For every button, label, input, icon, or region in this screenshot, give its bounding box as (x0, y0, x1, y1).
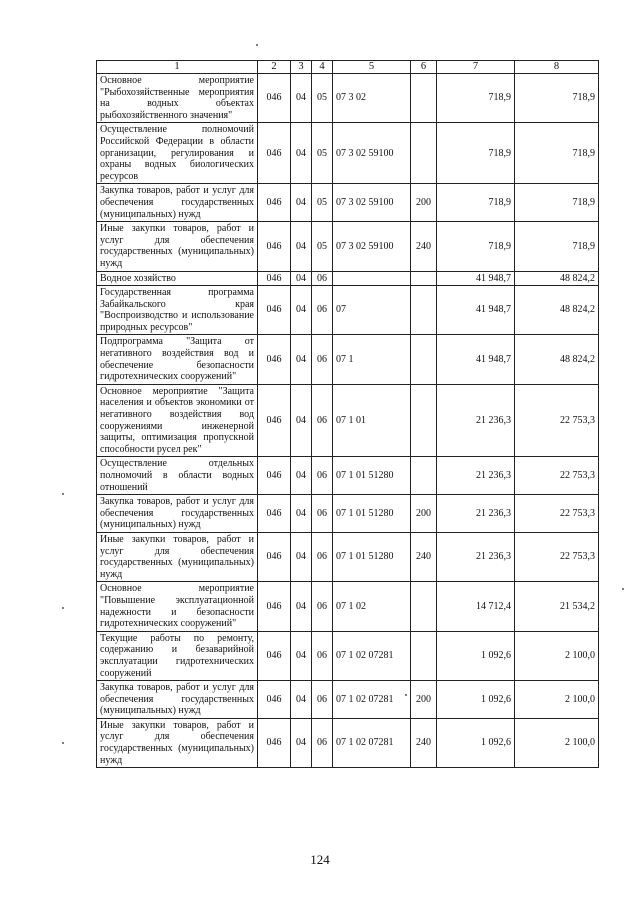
scan-speck (622, 588, 624, 590)
table-row (97, 184, 599, 222)
row-section: 04 (291, 532, 312, 581)
row-amount-year1: 718,9 (437, 123, 515, 184)
table-row (97, 495, 599, 533)
row-ministry-code: 046 (258, 286, 291, 335)
row-section: 04 (291, 631, 312, 680)
row-amount-year2: 2 100,0 (515, 681, 599, 719)
row-amount-year2: 2 100,0 (515, 631, 599, 680)
row-expense-type (411, 286, 437, 335)
row-amount-year2: 22 753,3 (515, 384, 599, 457)
row-ministry-code: 046 (258, 184, 291, 222)
table-body (97, 74, 599, 768)
row-subsection: 06 (312, 335, 333, 384)
row-amount-year1: 14 712,4 (437, 582, 515, 631)
row-name: Закупка товаров, работ и услуг для обеспечения государственных (муниципальных) нужд (97, 681, 258, 719)
row-subsection: 06 (312, 631, 333, 680)
row-amount-year1: 21 236,3 (437, 532, 515, 581)
row-section: 04 (291, 495, 312, 533)
row-subsection: 06 (312, 681, 333, 719)
row-name: Текущие работы по ремонту, содержанию и безаварийной эксплуатации гидротехнических сооружений (97, 631, 258, 680)
row-amount-year2: 21 534,2 (515, 582, 599, 631)
row-name: Осуществление полномочий Российской Федерации в области организации, регулирования и охраны водных биологических ресурсов (97, 123, 258, 184)
row-amount-year2: 48 824,2 (515, 271, 599, 286)
row-section: 04 (291, 582, 312, 631)
row-ministry-code: 046 (258, 495, 291, 533)
row-expense-type (411, 271, 437, 286)
row-name: Осуществление отдельных полномочий в области водных отношений (97, 457, 258, 495)
row-target-article (333, 271, 411, 286)
row-expense-type (411, 74, 437, 123)
row-amount-year1: 41 948,7 (437, 335, 515, 384)
row-expense-type: 240 (411, 532, 437, 581)
table-row (97, 457, 599, 495)
scan-speck (256, 44, 258, 46)
row-expense-type: 200 (411, 184, 437, 222)
row-subsection: 06 (312, 532, 333, 581)
row-section: 04 (291, 184, 312, 222)
row-section: 04 (291, 123, 312, 184)
row-target-article: 07 1 02 07281 (333, 718, 411, 767)
row-amount-year1: 1 092,6 (437, 681, 515, 719)
budget-table (96, 60, 599, 768)
row-ministry-code: 046 (258, 335, 291, 384)
row-target-article: 07 1 02 07281 (333, 681, 411, 719)
header-col-7: 7 (437, 61, 515, 74)
row-section: 04 (291, 457, 312, 495)
row-name: Государственная программа Забайкальского края "Воспроизводство и использование природных ресурсов" (97, 286, 258, 335)
table-row (97, 582, 599, 631)
row-subsection: 06 (312, 457, 333, 495)
row-target-article: 07 3 02 59100 (333, 184, 411, 222)
row-ministry-code: 046 (258, 74, 291, 123)
header-col-6: 6 (411, 61, 437, 74)
row-ministry-code: 046 (258, 123, 291, 184)
row-target-article: 07 1 01 51280 (333, 495, 411, 533)
row-expense-type (411, 123, 437, 184)
header-col-3: 3 (291, 61, 312, 74)
row-expense-type: 240 (411, 718, 437, 767)
row-amount-year1: 21 236,3 (437, 495, 515, 533)
row-expense-type (411, 335, 437, 384)
table-row (97, 74, 599, 123)
row-expense-type: 200 (411, 495, 437, 533)
row-amount-year2: 718,9 (515, 123, 599, 184)
row-section: 04 (291, 718, 312, 767)
row-amount-year1: 41 948,7 (437, 286, 515, 335)
row-expense-type: 200 (411, 681, 437, 719)
row-subsection: 05 (312, 74, 333, 123)
row-amount-year2: 48 824,2 (515, 286, 599, 335)
row-ministry-code: 046 (258, 718, 291, 767)
table-row (97, 123, 599, 184)
row-target-article: 07 1 (333, 335, 411, 384)
row-target-article: 07 1 01 51280 (333, 532, 411, 581)
table-header-row (97, 61, 599, 74)
row-target-article: 07 1 01 (333, 384, 411, 457)
row-target-article: 07 1 01 51280 (333, 457, 411, 495)
row-subsection: 05 (312, 222, 333, 271)
page-number: 124 (310, 852, 330, 867)
row-amount-year1: 21 236,3 (437, 457, 515, 495)
row-target-article: 07 3 02 59100 (333, 222, 411, 271)
row-subsection: 05 (312, 123, 333, 184)
row-section: 04 (291, 286, 312, 335)
row-amount-year2: 22 753,3 (515, 532, 599, 581)
row-name: Основное мероприятие "Рыбохозяйственные мероприятия на водных объектах рыбохозяйственного значения" (97, 74, 258, 123)
table-row (97, 335, 599, 384)
row-ministry-code: 046 (258, 271, 291, 286)
header-col-8: 8 (515, 61, 599, 74)
row-ministry-code: 046 (258, 631, 291, 680)
row-amount-year2: 22 753,3 (515, 457, 599, 495)
table-row (97, 222, 599, 271)
row-ministry-code: 046 (258, 582, 291, 631)
row-amount-year2: 22 753,3 (515, 495, 599, 533)
row-subsection: 06 (312, 271, 333, 286)
row-section: 04 (291, 74, 312, 123)
row-expense-type (411, 384, 437, 457)
row-name: Водное хозяйство (97, 271, 258, 286)
header-col-2: 2 (258, 61, 291, 74)
table-row (97, 286, 599, 335)
row-subsection: 06 (312, 286, 333, 335)
row-target-article: 07 3 02 (333, 74, 411, 123)
row-section: 04 (291, 271, 312, 286)
table-row (97, 681, 599, 719)
table-row (97, 271, 599, 286)
row-amount-year2: 718,9 (515, 222, 599, 271)
row-amount-year2: 2 100,0 (515, 718, 599, 767)
header-col-4: 4 (312, 61, 333, 74)
row-name: Иные закупки товаров, работ и услуг для обеспечения государственных (муниципальных) нужд (97, 718, 258, 767)
row-amount-year1: 718,9 (437, 184, 515, 222)
row-subsection: 06 (312, 718, 333, 767)
header-col-5: 5 (333, 61, 411, 74)
row-amount-year2: 718,9 (515, 184, 599, 222)
table-row (97, 384, 599, 457)
row-section: 04 (291, 681, 312, 719)
table-row (97, 718, 599, 767)
row-subsection: 06 (312, 384, 333, 457)
scan-speck (62, 742, 64, 744)
row-amount-year1: 41 948,7 (437, 271, 515, 286)
row-subsection: 06 (312, 495, 333, 533)
row-section: 04 (291, 335, 312, 384)
row-name: Закупка товаров, работ и услуг для обеспечения государственных (муниципальных) нужд (97, 184, 258, 222)
table-row (97, 532, 599, 581)
row-ministry-code: 046 (258, 532, 291, 581)
header-col-1: 1 (97, 61, 258, 74)
row-name: Иные закупки товаров, работ и услуг для обеспечения государственных (муниципальных) нужд (97, 222, 258, 271)
row-target-article: 07 (333, 286, 411, 335)
row-expense-type (411, 457, 437, 495)
row-subsection: 06 (312, 582, 333, 631)
table-row (97, 631, 599, 680)
row-expense-type (411, 631, 437, 680)
row-amount-year1: 718,9 (437, 74, 515, 123)
row-expense-type (411, 582, 437, 631)
row-amount-year1: 21 236,3 (437, 384, 515, 457)
row-amount-year1: 1 092,6 (437, 718, 515, 767)
row-target-article: 07 3 02 59100 (333, 123, 411, 184)
row-amount-year2: 718,9 (515, 74, 599, 123)
row-section: 04 (291, 384, 312, 457)
row-name: Основное мероприятие "Повышение эксплуатационной надежности и безопасности гидротехнических сооружений" (97, 582, 258, 631)
scan-speck (62, 493, 64, 495)
row-amount-year2: 48 824,2 (515, 335, 599, 384)
row-expense-type: 240 (411, 222, 437, 271)
row-name: Подпрограмма "Защита от негативного воздействия вод и обеспечение безопасности гидротехнических сооружений" (97, 335, 258, 384)
row-amount-year1: 1 092,6 (437, 631, 515, 680)
row-subsection: 05 (312, 184, 333, 222)
row-amount-year1: 718,9 (437, 222, 515, 271)
row-name: Основное мероприятие "Защита населения и объектов экономики от негативного воздействия вод сооружениями инженерной защиты, оптимизация пропускной способности русел рек" (97, 384, 258, 457)
row-ministry-code: 046 (258, 222, 291, 271)
row-section: 04 (291, 222, 312, 271)
row-ministry-code: 046 (258, 384, 291, 457)
row-name: Иные закупки товаров, работ и услуг для обеспечения государственных (муниципальных) нужд (97, 532, 258, 581)
row-ministry-code: 046 (258, 681, 291, 719)
row-name: Закупка товаров, работ и услуг для обеспечения государственных (муниципальных) нужд (97, 495, 258, 533)
row-target-article: 07 1 02 (333, 582, 411, 631)
scan-speck (62, 607, 64, 609)
scan-speck (405, 694, 407, 696)
row-ministry-code: 046 (258, 457, 291, 495)
row-target-article: 07 1 02 07281 (333, 631, 411, 680)
